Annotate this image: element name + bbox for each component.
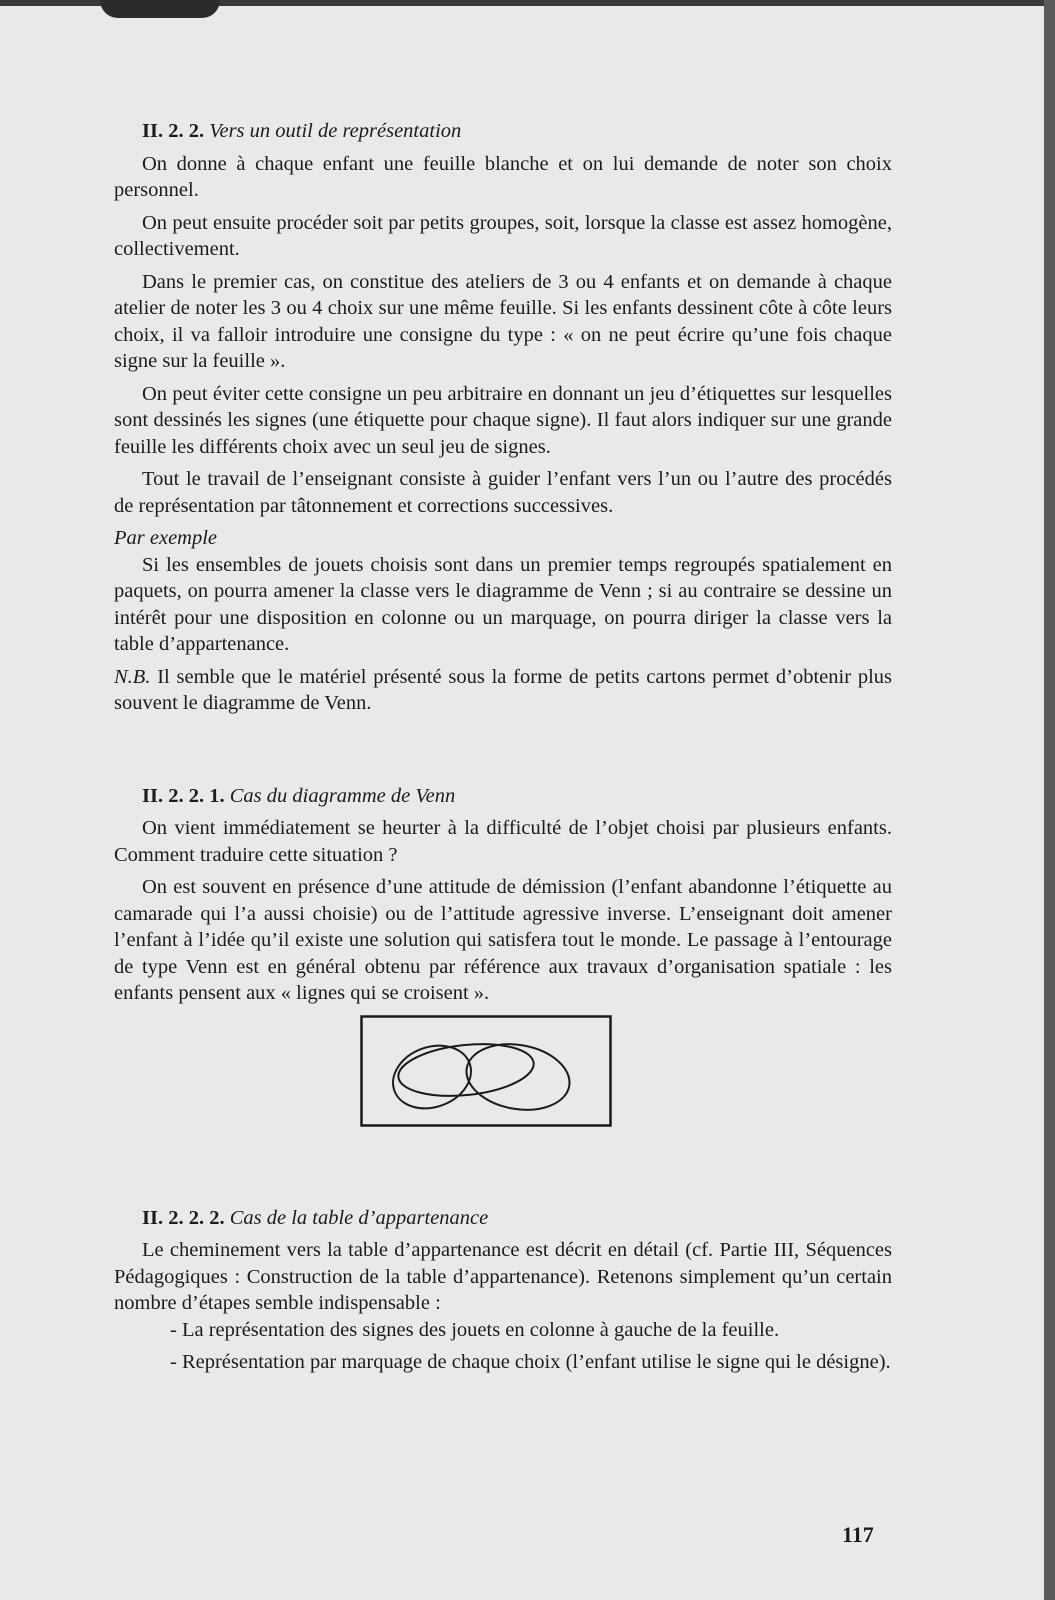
venn-diagram	[360, 1015, 612, 1127]
section-number: II. 2. 2. 1.	[142, 784, 225, 807]
scan-smudge	[100, 0, 220, 18]
paragraph: On est souvent en présence d’une attitude de démission (l’enfant abandonne l’étiquette au camarade qui l’a aussi choisie) ou de l’attitude agressive inverse. L’enseignant doit amener l’enfant à l’idée qu’il existe une solution qui satisfera tout le monde. Le passage à l’entourage de type Venn est en général obtenu par référence aux travaux d’organisation spatiale : les enfants pensent aux « lignes qui se croisent ».	[114, 876, 892, 1004]
example-label: Par exemple	[114, 527, 218, 549]
paragraph: Le cheminement vers la table d’appartenance est décrit en détail (cf. Partie III, Séquences Pédagogiques : Construction de la table d’appartenance). Retenons simplement qu’un certain nombre d’étapes semble indispensable :	[114, 1239, 892, 1314]
section-number: II. 2. 2.	[142, 120, 205, 142]
section-heading-representation	[114, 118, 892, 145]
paragraph: On donne à chaque enfant une feuille blanche et on lui demande de noter son choix personnel.	[114, 152, 892, 201]
section-title: Cas du diagramme de Venn	[229, 784, 456, 807]
list-item: - Représentation par marquage de chaque choix (l’enfant utilise le signe qui le désigne).	[170, 1351, 891, 1373]
venn-figure	[114, 1015, 892, 1155]
paragraph: On peut ensuite procéder soit par petits groupes, soit, lorsque la classe est assez homogène, collectivement.	[114, 211, 892, 260]
section-number: II. 2. 2. 2.	[142, 1206, 225, 1229]
nb-label: N.B.	[114, 665, 151, 688]
paragraph: On peut éviter cette consigne un peu arbitraire en donnant un jeu d’étiquettes sur lesquelles sont dessinés les signes (une étiquette pour chaque signe). Il faut alors indiquer sur une grande feuille les différents choix avec un seul jeu de signes.	[114, 382, 892, 458]
section-title: Vers un outil de représentation	[209, 120, 462, 142]
section-heading-table	[114, 1205, 892, 1232]
page-number: 117	[842, 1522, 874, 1547]
page-content	[114, 118, 892, 1382]
paragraph: Tout le travail de l’enseignant consiste à guider l’enfant vers l’un ou l’autre des procédés de représentation par tâtonnement et corrections successives.	[114, 468, 892, 517]
list-item: - La représentation des signes des jouets en colonne à gauche de la feuille.	[170, 1318, 780, 1341]
nb-paragraph	[114, 664, 892, 717]
section-title: Cas de la table d’appartenance	[229, 1206, 489, 1229]
paragraph: On vient immédiatement se heurter à la difficulté de l’objet choisi par plusieurs enfants. Comment traduire cette situation ?	[114, 817, 892, 866]
section-heading-venn	[114, 783, 892, 810]
scan-right-border	[1044, 0, 1055, 1600]
nb-text: Il semble que le matériel présenté sous la forme de petits cartons permet d’obtenir plus souvent le diagramme de Venn.	[114, 665, 892, 714]
paragraph: Dans le premier cas, on constitue des ateliers de 3 ou 4 enfants et on demande à chaque atelier de noter les 3 ou 4 choix sur une même feuille. Si les enfants dessinent côte à côte leurs choix, il va falloir introduire une consigne du type : « on ne peut écrire qu’une fois chaque signe sur la feuille ».	[114, 270, 892, 372]
example-paragraph: Si les ensembles de jouets choisis sont dans un premier temps regroupés spatialement en paquets, on pourra amener la classe vers le diagramme de Venn ; si au contraire se dessine un intérêt pour une disposition en colonne ou un marquage, on pourra diriger la classe vers la table d’appartenance.	[114, 553, 892, 655]
